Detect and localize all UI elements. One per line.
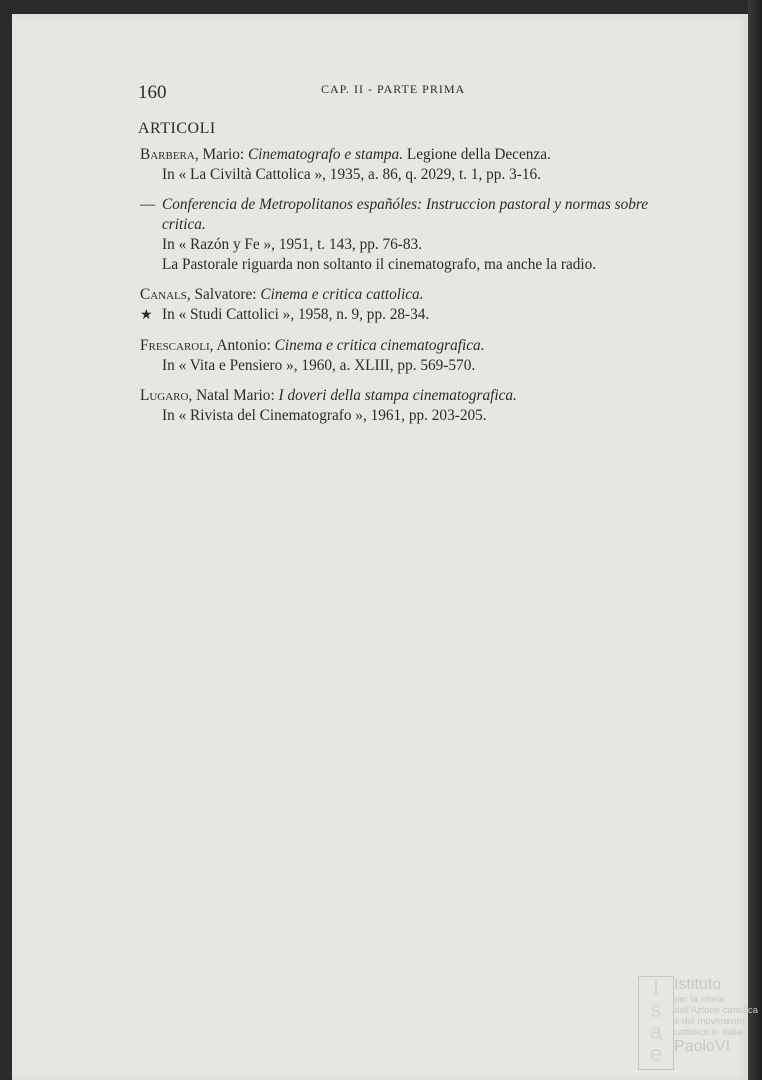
- entry-title: Cinema e critica cattolica.: [260, 286, 424, 303]
- bibliography-entry: [140, 386, 670, 426]
- entry-author: Barbera: [140, 146, 195, 163]
- bibliography-entry: [140, 336, 670, 376]
- logo-line: per la storia: [674, 994, 725, 1005]
- bibliography-entry: [140, 195, 670, 275]
- ditto-dash: —: [140, 196, 156, 213]
- entry-title-after: Legione della Decenza.: [403, 146, 551, 163]
- entry-title-continued: critica.: [162, 216, 206, 233]
- book-spine: [748, 0, 762, 1080]
- running-head: CAP. II - PARTE PRIMA: [321, 82, 466, 96]
- bibliography-entry: [140, 285, 670, 326]
- logo-letter: s: [650, 997, 662, 1022]
- logo-letter: a: [649, 1019, 663, 1044]
- entry-author-rest: , Mario:: [194, 146, 248, 163]
- logo-line: Istituto: [674, 976, 722, 993]
- entry-heading: [140, 336, 670, 356]
- section-title: ARTICOLI: [138, 120, 216, 137]
- entry-heading: [140, 145, 670, 165]
- entry-heading: [140, 195, 670, 215]
- entry-author-rest: , Natal Mario:: [188, 387, 279, 404]
- entry-citation: In « Vita e Pensiero », 1960, a. XLIII, pp. 569-570.: [162, 357, 476, 374]
- entry-author-rest: , Antonio:: [209, 337, 275, 354]
- entry-citation: In « Studi Cattolici », 1958, n. 9, pp. 28-34.: [162, 306, 430, 323]
- entry-citation: In « Razón y Fe », 1951, t. 143, pp. 76-83.: [162, 236, 423, 253]
- page-number: 160: [138, 82, 167, 103]
- logo-line: e del movimento: [674, 1016, 745, 1027]
- entry-author: Lugaro: [140, 387, 189, 404]
- star-icon: ★: [140, 308, 153, 323]
- entry-heading: [140, 285, 670, 305]
- bibliography-entry: [140, 145, 670, 185]
- logo-text: [674, 976, 758, 1056]
- bibliography-list: [140, 145, 670, 436]
- entry-citation: In « La Civiltà Cattolica », 1935, a. 86, q. 2029, t. 1, pp. 3-16.: [162, 166, 541, 183]
- logo-line: cattolico in Italia: [674, 1027, 743, 1038]
- entry-note: La Pastorale riguarda non soltanto il cinematografo, ma anche la radio.: [162, 256, 597, 273]
- entry-title: I doveri della stampa cinematografica.: [278, 387, 517, 404]
- entry-title: Cinematografo e stampa.: [247, 146, 404, 163]
- entry-heading: [140, 386, 670, 406]
- logo-line: dell'Azione cattolica: [674, 1005, 758, 1016]
- logo-letter: I: [652, 975, 660, 1000]
- entry-author: Canals: [140, 286, 187, 303]
- watermark-logo: [638, 976, 756, 1068]
- entry-citation-line: [140, 305, 670, 326]
- entry-title: Conferencia de Metropolitanos españóles: Instruccion pastoral y normas sobre: [162, 196, 649, 213]
- entry-author: Frescaroli: [140, 337, 210, 354]
- entry-author-rest: , Salvatore:: [186, 286, 261, 303]
- logo-monogram: [638, 976, 674, 1070]
- entry-citation: In « Rivista del Cinematografo », 1961, pp. 203-205.: [162, 407, 487, 424]
- entry-title: Cinema e critica cinematografica.: [274, 337, 485, 354]
- logo-letter: e: [649, 1041, 663, 1066]
- logo-line: PaoloVI: [674, 1038, 731, 1055]
